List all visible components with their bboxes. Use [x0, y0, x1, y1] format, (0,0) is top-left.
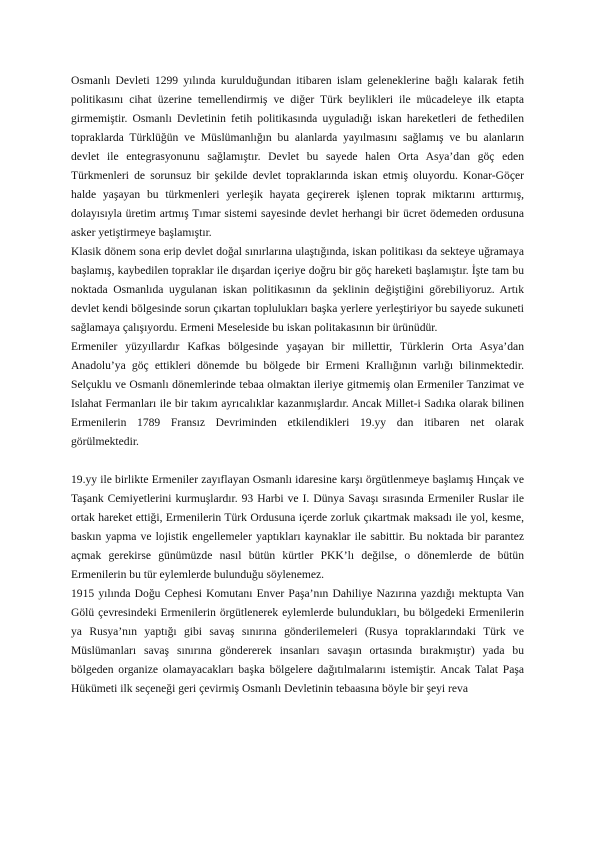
- paragraph-armenians-history: Ermeniler yüzyıllardır Kafkas bölgesinde yaşayan bir millettir, Türklerin Orta Asya’dan Anadolu’ya göç ettikleri dönemde bu bölgede bir Ermeni Krallığının varlığı bilinmektedir. Selçuklu ve Osmanlı dönemlerinde tebaa olmaktan ileriye gitmemiş olan Ermeniler Tanzimat ve Islahat Fermanları ile bir takım ayrıcalıklar kazanmışlardır. Ancak Millet-i Sadıka olarak bilinen Ermenilerin 1789 Fransız Devriminden etkilendikleri 19.yy dan itibaren net olarak görülmektedir.: [71, 340, 524, 448]
- paragraph-ottoman-settlement-policy: Osmanlı Devleti 1299 yılında kurulduğundan itibaren islam geleneklerine bağlı kalarak fetih politikasını cihat üzerine temellendirmiş ve diğer Türk beylikleri ile mücadeleye ilk etapta girmemiştir. Osmanlı Devletinin fetih politikasında uyguladığı iskan hareketleri de fethedilen topraklarda Türklüğün ve Müslümanlığın bu alanlarda yayılmasını sağlamış ve bu alanların devlet ile entegrasyonunu sağlamıştır. Devlet bu sayede halen Orta Asya’dan göç eden Türkmenleri de sorunsuz bir şekilde devlet topraklarında iskan etmiş oluyordu. Konar-Göçer halde yaşayan bu türkmenleri yerleşik hayata geçirerek işlenen toprak miktarını arttırmış, dolayısıyla üretim artmış Tımar sistemi sayesinde devlet herhangi bir ücret ödemeden ordusuna asker yetiştirmeye başlamıştır.: [71, 74, 524, 239]
- paragraph-1915-letter: 1915 yılında Doğu Cephesi Komutanı Enver Paşa’nın Dahiliye Nazırına yazdığı mektupta Van Gölü çevresindeki Ermenilerin örgütlenerek eylemlerde bulundukları, bu bölgedeki Ermenilerin ya Rusya’nın yaptığı gibi savaş sınırına gönderilemeleri (Rusya topraklarındaki Türk ve Müslümanları savaş sınırına göndererek insanları savaşın ortasında bırakmıştır) yada bu bölgeden organize olamayacakları başka bölgelere dağıtılmalarını istemiştir. Ancak Talat Paşa Hükümeti ilk seçeneği geri çevirmiş Osmanlı Devletinin tebaasına böyle bir şeyi reva: [71, 587, 524, 695]
- paragraph-19th-century-organization: 19.yy ile birlikte Ermeniler zayıflayan Osmanlı idaresine karşı örgütlenmeye başlamış Hınçak ve Taşank Cemiyetlerini kurmuşlardır. 93 Harbi ve I. Dünya Savaşı sırasında Ermeniler Ruslar ile ortak hareket ettiği, Ermenilerin Türk Ordusuna içerde zorluk çıkartmak maksadı ile yol, kesme, baskın yapma ve lojistik engellemeler yaptıkları kaynaklar ile sabittir. Bu noktada bir parantez açmak gerekirse günümüzde nasıl bütün kürtler PKK’lı değilse, o dönemlerde de bütün Ermenilerin bu tür eylemlerde bulunduğu söylenemez.: [71, 473, 524, 581]
- paragraph-classical-period-end: Klasik dönem sona erip devlet doğal sınırlarına ulaştığında, iskan politikası da sekteye uğramaya başlamış, kaybedilen topraklar ile dışardan içeriye doğru bir göç hareketi başlamıştır. İşte tam bu noktada Osmanlıda uygulanan iskan politikasının da şeklinin değiştiğini görebiliyoruz. Artık devlet kendi bölgesinde sorun çıkartan toplulukları başka yerlere yerleştiriyor bu sayede sukuneti sağlamaya çalışıyordu. Ermeni Meseleside bu iskan politakasının bir ürünüdür.: [71, 245, 524, 334]
- body-text: [71, 71, 524, 698]
